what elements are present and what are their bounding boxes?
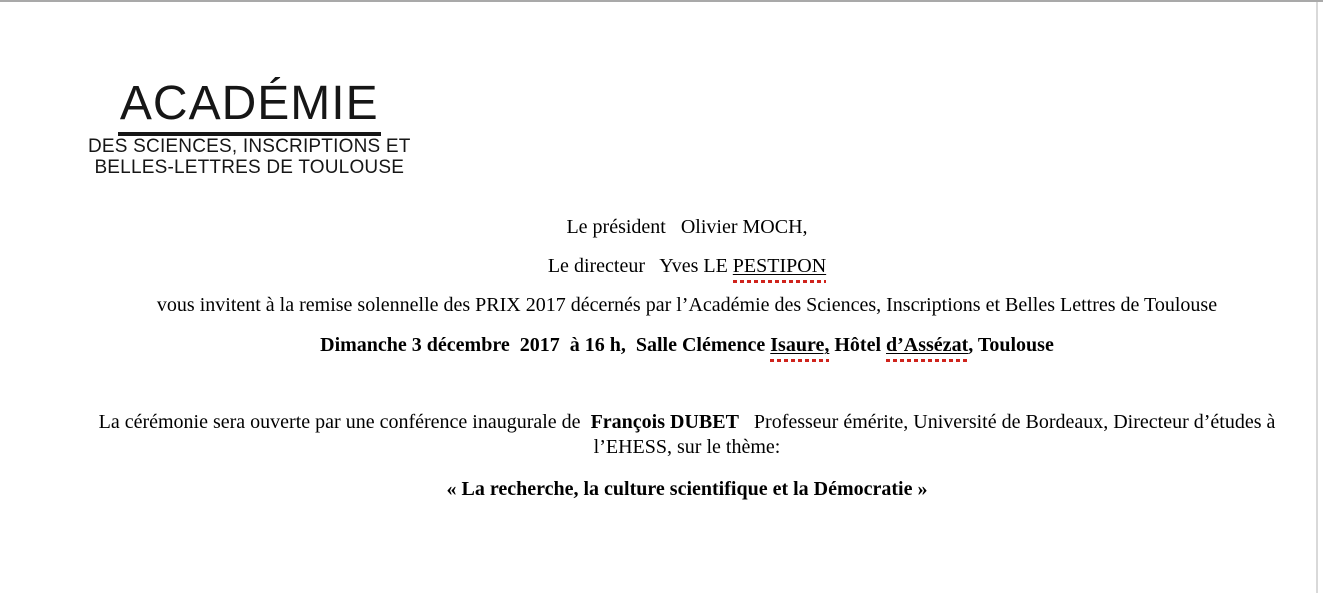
text-segment: François DUBET <box>590 411 739 433</box>
spellcheck-flagged-text: Isaure, <box>770 332 829 362</box>
invitation-line: vous invitent à la remise solennelle des PRIX 2017 décernés par l’Académie des Sciences, Inscriptions et Belles Lettres de Toulouse <box>156 294 1218 316</box>
director-line <box>57 253 1317 279</box>
spellcheck-flagged-text: PESTIPON <box>733 253 826 283</box>
ceremony-line-1 <box>57 410 1317 435</box>
spellcheck-flagged-text: d’Assézat <box>886 332 968 362</box>
text-segment: Professeur émérite, Université de Bordeaux, Directeur d’études à <box>738 411 1276 433</box>
ceremony-paragraph <box>57 410 1317 460</box>
text-segment: Hôtel <box>829 334 887 356</box>
ceremony-line-2: l’EHESS, sur le thème: <box>593 436 781 458</box>
academy-logo <box>88 78 411 178</box>
logo-subtitle-2: BELLES-LETTRES DE TOULOUSE <box>94 157 405 178</box>
logo-title: ACADÉMIE <box>118 78 381 136</box>
text-segment: Dimanche 3 décembre 2017 à 16 h, Salle Clémence <box>320 334 771 356</box>
text-segment: La cérémonie sera ouverte par une conférence inaugurale de <box>98 411 591 433</box>
president-line: Le président Olivier MOCH, <box>566 216 808 238</box>
logo-subtitle-1: DES SCIENCES, INSCRIPTIONS ET <box>88 136 411 157</box>
text-segment: , Toulouse <box>968 334 1054 356</box>
document-page <box>57 2 1317 502</box>
event-date-line <box>57 332 1317 358</box>
theme-line: « La recherche, la culture scientifique et la Démocratie » <box>446 478 928 500</box>
text-segment: Le directeur Yves LE <box>547 255 733 277</box>
